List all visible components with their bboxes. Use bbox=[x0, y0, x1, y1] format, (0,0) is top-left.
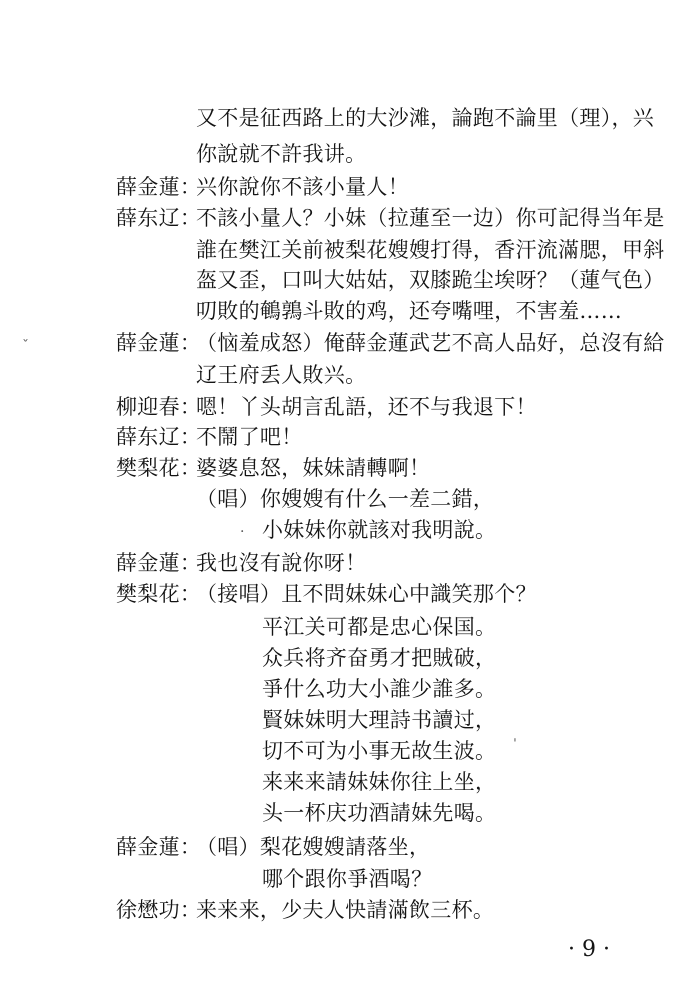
text-line: 盔又歪，口叫大姑姑，双膝跪尘埃呀？（蓮气色） bbox=[196, 268, 665, 292]
speaker-name: 薛金蓮： bbox=[116, 331, 202, 355]
speaker-name: 薛金蓮： bbox=[116, 835, 202, 859]
text-line: 平江关可都是忠心保国。 bbox=[262, 615, 497, 639]
text-line: （唱）梨花嫂嫂請落坐， bbox=[196, 835, 431, 859]
text-line: 切不可为小事无故生波。 bbox=[262, 739, 497, 763]
text-line: 賢妹妹明大理詩书讀过， bbox=[262, 708, 497, 732]
text-line: 誰在樊江关前被梨花嫂嫂打得，香汗流滿腮，甲斜 bbox=[196, 238, 665, 262]
text-line: 哪个跟你爭酒喝？ bbox=[262, 867, 433, 891]
text-line: 小妹妹你就該对我明說。 bbox=[262, 518, 497, 542]
text-line: 辽王府丢人敗兴。 bbox=[196, 363, 367, 387]
text-line: 嗯！丫头胡言乱語，还不与我退下！ bbox=[196, 395, 537, 419]
text-line: （恼羞成怒）俺薛金蓮武艺不高人品好，总沒有給 bbox=[196, 331, 665, 355]
page-number: · 9 · bbox=[568, 937, 610, 962]
speaker-name: 樊梨花： bbox=[116, 456, 202, 480]
text-line: （唱）你嫂嫂有什么一差二錯， bbox=[196, 487, 495, 511]
text-line: 来来来請妹妹你往上坐， bbox=[262, 770, 497, 794]
text-line: 又不是征西路上的大沙滩，論跑不論里（理），兴 bbox=[196, 106, 655, 130]
text-line: 婆婆息怒，妹妹請轉啊！ bbox=[196, 456, 431, 480]
print-mark: · bbox=[240, 524, 245, 540]
print-mark: ˈ bbox=[513, 737, 517, 753]
text-line: 不鬧了吧！ bbox=[196, 425, 303, 449]
text-line: 众兵将齐奋勇才把賊破， bbox=[262, 646, 497, 670]
text-line: 不該小量人？小妹（拉蓮至一边）你可記得当年是 bbox=[196, 206, 665, 230]
speaker-name: 樊梨花： bbox=[116, 582, 202, 606]
text-line: 叨敗的鵪鶉斗敗的鸡，还夸嘴哩，不害羞…… bbox=[196, 299, 622, 323]
speaker-name: 薛东辽： bbox=[116, 206, 202, 230]
speaker-name: 薛东辽： bbox=[116, 425, 202, 449]
text-line: 兴你說你不該小量人！ bbox=[196, 175, 409, 199]
text-line: 头一杯庆功酒請妹先喝。 bbox=[262, 801, 497, 825]
text-line: 来来来，少夫人快請滿飲三杯。 bbox=[196, 898, 495, 922]
speaker-name: 薛金蓮： bbox=[116, 175, 202, 199]
text-line: 你說就不許我讲。 bbox=[196, 142, 367, 166]
text-line: 爭什么功大小誰少誰多。 bbox=[262, 677, 497, 701]
speaker-name: 薛金蓮： bbox=[116, 551, 202, 575]
print-mark: ˇ bbox=[22, 338, 29, 354]
text-line: 我也沒有說你呀！ bbox=[196, 551, 367, 575]
speaker-name: 柳迎春： bbox=[116, 395, 202, 419]
text-line: （接唱）且不問妹妹心中識笑那个？ bbox=[196, 582, 537, 606]
speaker-name: 徐懋功： bbox=[116, 898, 202, 922]
